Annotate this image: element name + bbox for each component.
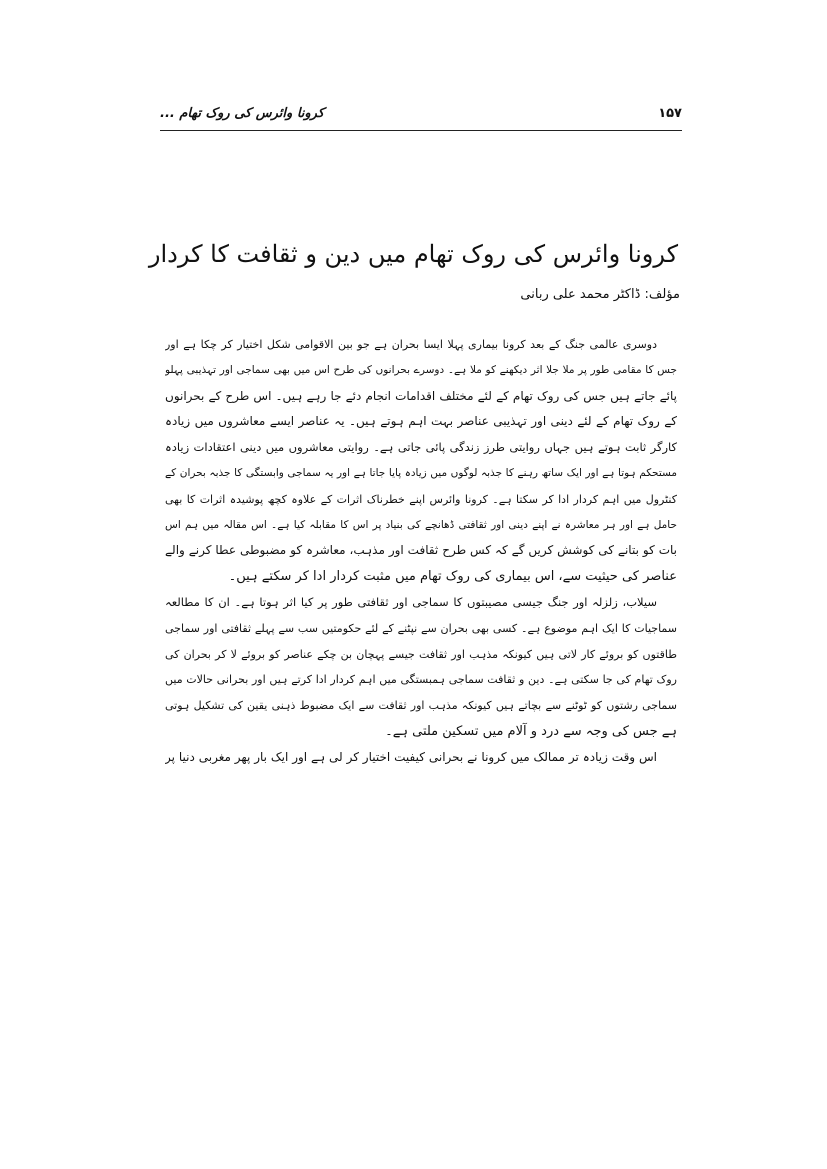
text-line: سماجی رشتوں کو ٹوٹنے سے بچاتے ہیں کیونکہ مذہب اور ثقافت سے ایک مضبوط ذہنی یقین کی تشکیل ہوتی bbox=[165, 699, 677, 713]
header-divider bbox=[160, 130, 682, 131]
text-line: عناصر کی حیثیت سے، اس بیماری کی روک تھام میں مثبت کردار ادا کر سکتے ہیں۔ bbox=[228, 569, 677, 585]
text-line: مستحکم ہوتا ہے اور ایک ساتھ رہنے کا جذبہ لوگوں میں زیادہ پایا جاتا ہے اور یہ سماجی وابستگی کا جذبہ بحران کے bbox=[165, 466, 677, 479]
paragraph bbox=[165, 332, 677, 590]
text-line: طاقتوں کو بروئے کار لاتی ہیں کیونکہ مذہب اور ثقافت جیسے پہچان بن چکے عناصر کو بروئے لا کر بحران کی bbox=[165, 647, 677, 661]
text-line: حامل ہے اور ہر معاشرہ نے اپنے دینی اور ثقافتی ڈھانچے کی بنیاد پر اس کا مقابلہ کیا ہے۔ اس مقالہ میں ہم اس bbox=[165, 518, 677, 531]
page-number: ۱۵۷ bbox=[658, 106, 682, 121]
text-line: سماجیات کا ایک اہم موضوع ہے۔ کسی بھی بحران سے نپٹنے کے لئے حکومتیں سب سے پہلے ثقافتی اور سماجی bbox=[165, 621, 677, 635]
text-line: سیلاب، زلزلہ اور جنگ جیسی مصیبتوں کا سماجی اور ثقافتی طور پر کیا اثر ہوتا ہے۔ ان کا مطالعہ bbox=[165, 594, 657, 609]
text-line: اس وقت زیادہ تر ممالک میں کرونا نے بحرانی کیفیت اختیار کر لی ہے اور ایک بار پھر مغربی دنیا پر bbox=[165, 749, 657, 764]
text-line: کنٹرول میں اہم کردار ادا کر سکتا ہے۔ کرونا وائرس اپنے خطرناک اثرات کے علاوہ کچھ پوشیدہ اثرات کا بھی bbox=[165, 492, 677, 506]
text-line: روک تھام کی جا سکتی ہے۔ دین و ثقافت سماجی ہمبستگی میں اہم کردار ادا کرتے ہیں اور بحرانی حالات میں bbox=[165, 673, 677, 687]
text-line: کارگر ثابت ہوتے ہیں جہاں روایتی طرز زندگی پائی جاتی ہے۔ روایتی معاشروں میں دینی اعتقادات زیادہ bbox=[165, 440, 677, 455]
text-line: دوسری عالمی جنگ کے بعد کرونا بیماری پہلا ایسا بحران ہے جو بین الاقوامی شکل اختیار کر چکا ہے اور bbox=[165, 338, 657, 351]
author-byline: مؤلف: ڈاکٹر محمد علی ربانی bbox=[520, 287, 680, 302]
paragraph bbox=[165, 590, 677, 745]
running-title: کرونا وائرس کی روک تھام ... bbox=[160, 106, 325, 121]
text-line: ہے جس کی وجہ سے درد و آلام میں تسکین ملتی ہے۔ bbox=[385, 723, 677, 739]
article-body bbox=[165, 332, 677, 771]
text-line: پائے جاتے ہیں جس کی روک تھام کے لئے مختلف اقدامات انجام دئے جا رہے ہیں۔ اس طرح کے بحرانوں bbox=[165, 388, 677, 403]
text-line: جس کا مقامی طور پر ملا جلا اثر دیکھنے کو ملا ہے۔ دوسرے بحرانوں کی طرح اس میں بھی سماجی اور تہذیبی پہلو bbox=[165, 363, 677, 376]
article-title: کرونا وائرس کی روک تھام میں دین و ثقافت کا کردار bbox=[148, 240, 679, 268]
text-line: کے روک تھام کے لئے دینی اور تہذیبی عناصر بہت اہم ہوتے ہیں۔ یہ عناصر ایسے معاشروں میں زیادہ bbox=[165, 414, 677, 429]
text-line: بات کو بتانے کی کوشش کریں گے کہ کس طرح ثقافت اور مذہب، معاشرہ کو مضبوطی عطا کرنے والے bbox=[165, 543, 677, 558]
running-header bbox=[160, 106, 682, 128]
paragraph bbox=[165, 745, 677, 771]
